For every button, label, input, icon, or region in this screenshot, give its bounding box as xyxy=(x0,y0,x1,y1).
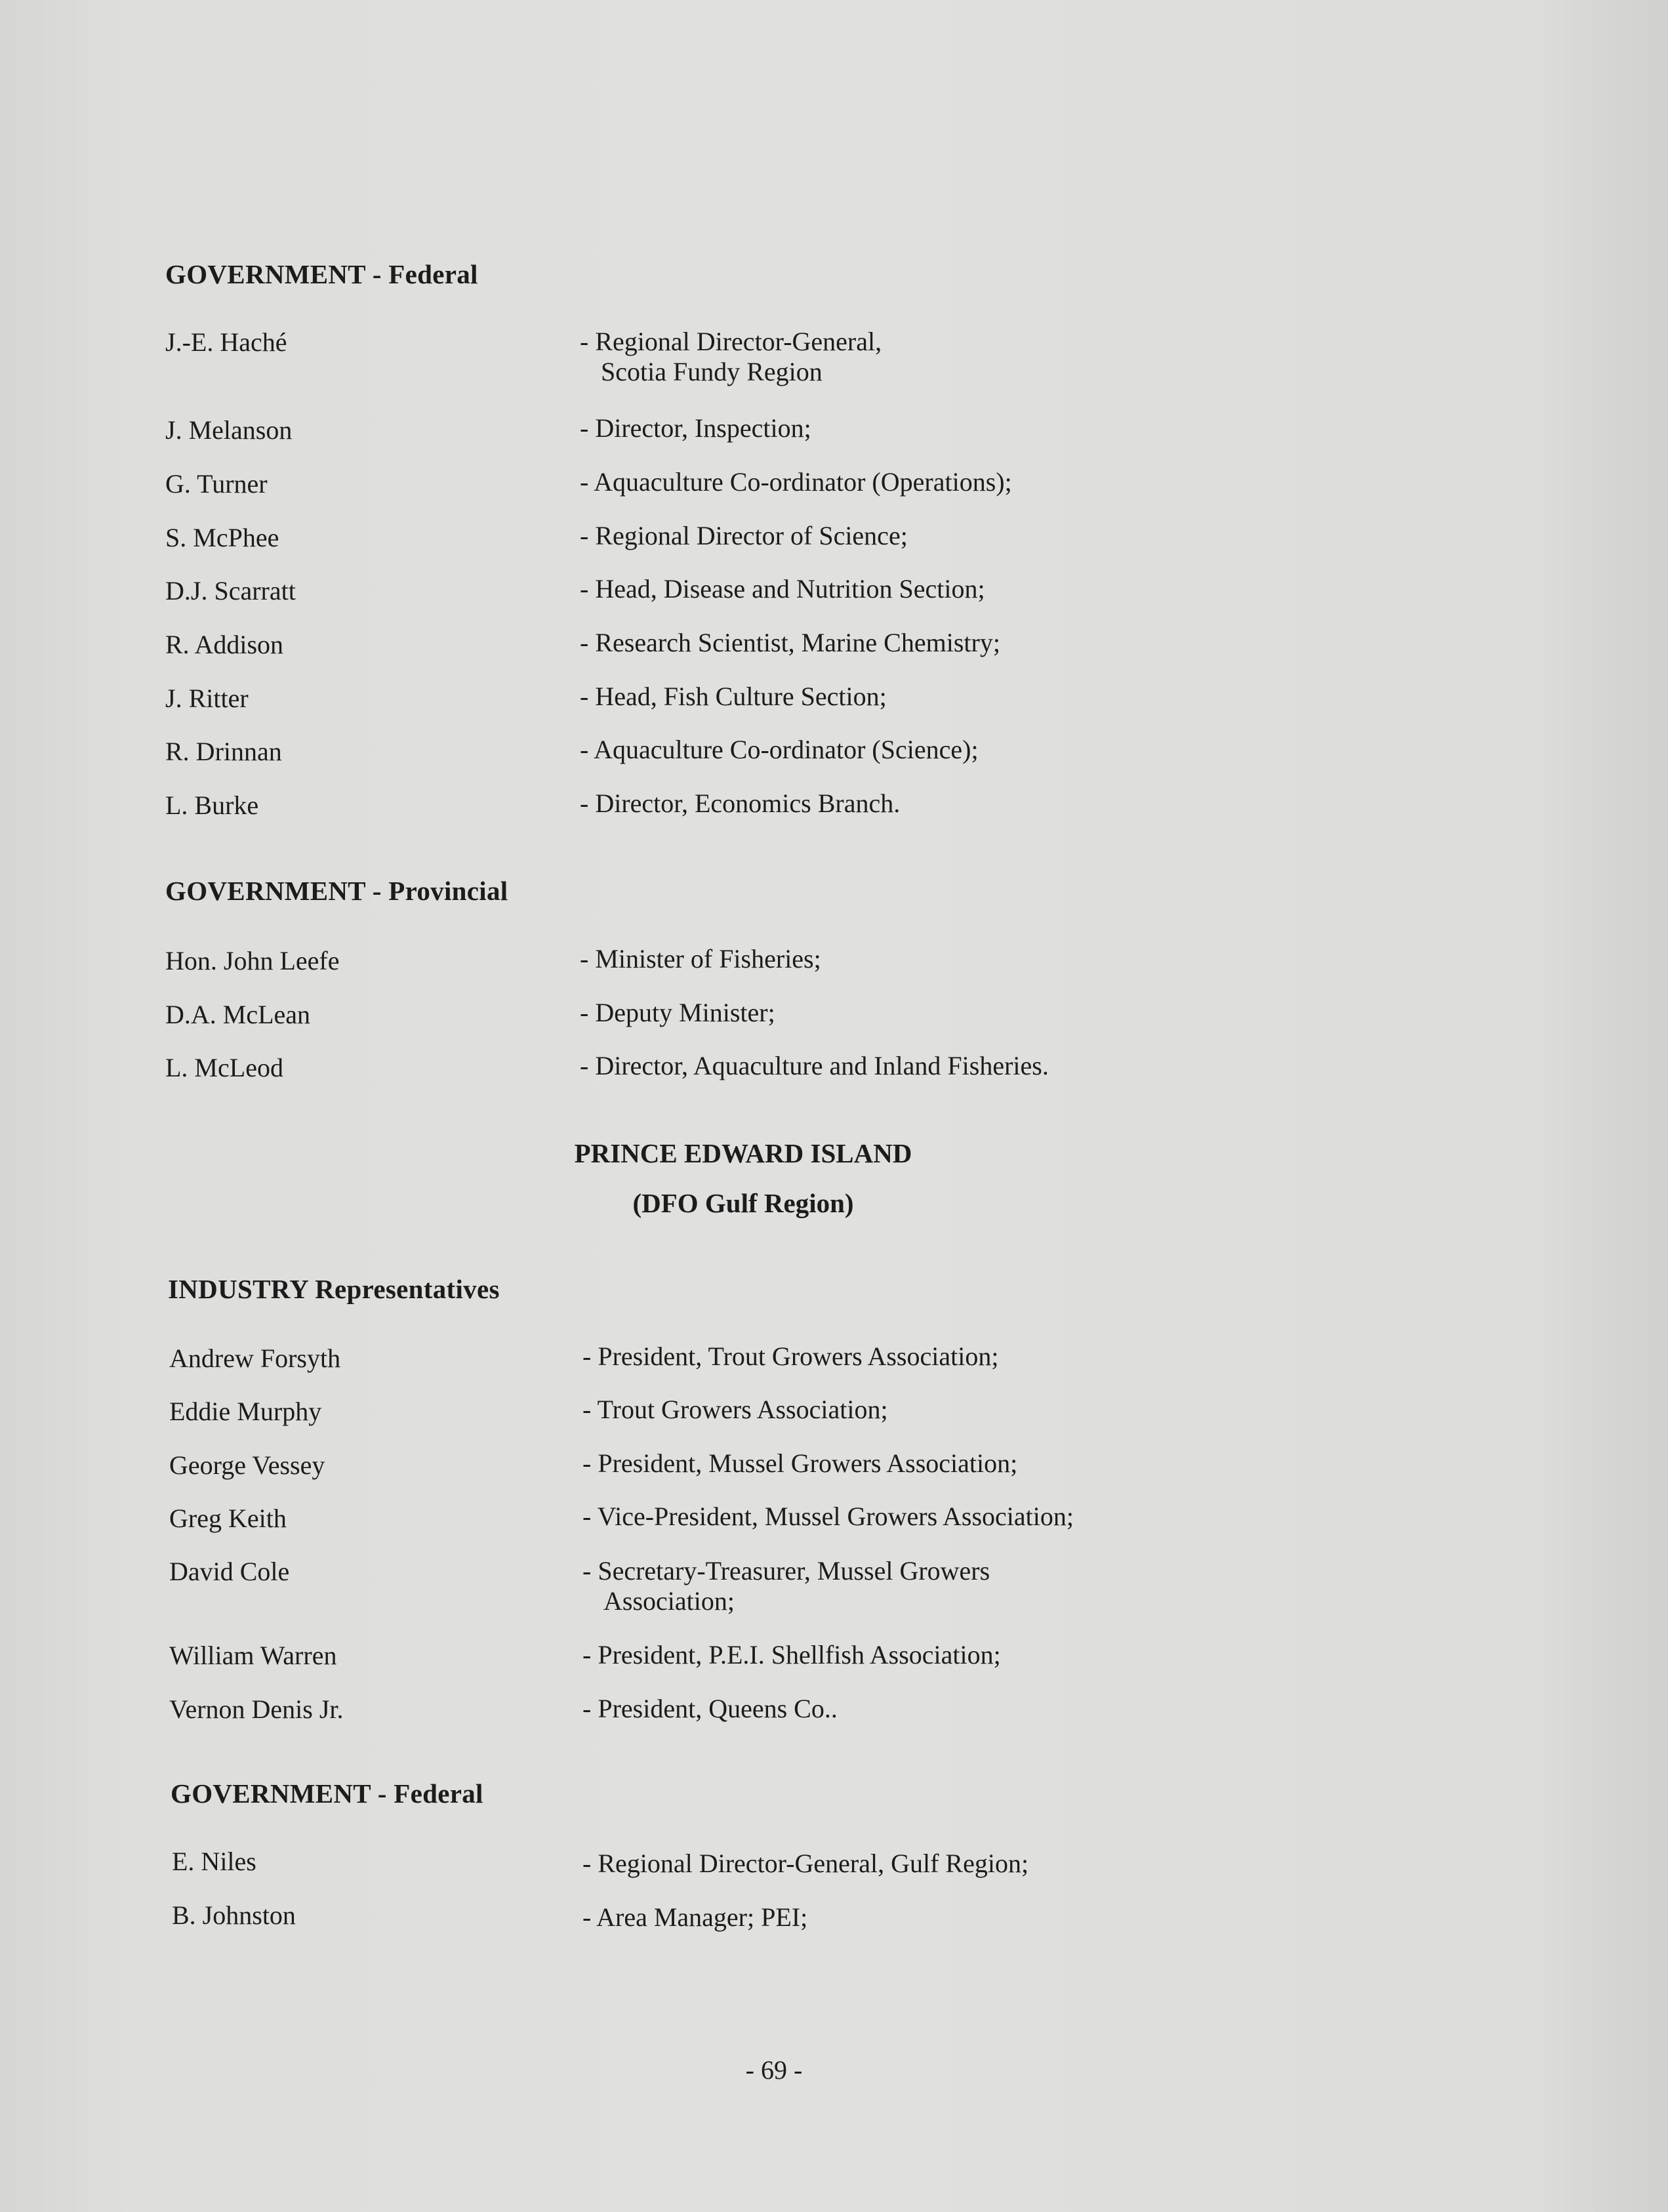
person-role: - Trout Growers Association; xyxy=(582,1395,888,1424)
person-role: - Aquaculture Co-ordinator (Science); xyxy=(580,735,979,764)
person-name: Greg Keith xyxy=(169,1504,287,1533)
person-role: - Area Manager; PEI; xyxy=(582,1902,808,1932)
section-heading-industry-representatives: INDUSTRY Representatives xyxy=(168,1274,500,1304)
person-name: L. McLeod xyxy=(165,1053,283,1082)
person-role: - Vice-President, Mussel Growers Association; xyxy=(582,1502,1074,1531)
person-role xyxy=(580,327,882,387)
person-name: S. McPhee xyxy=(165,523,279,552)
person-role: - Director, Aquaculture and Inland Fisheries. xyxy=(580,1051,1049,1080)
region-title: PRINCE EDWARD ISLAND xyxy=(574,1138,912,1168)
region-subtitle: (DFO Gulf Region) xyxy=(632,1188,854,1218)
person-role: - Head, Fish Culture Section; xyxy=(580,682,887,711)
person-role: - Head, Disease and Nutrition Section; xyxy=(580,574,985,604)
person-role: - Regional Director-General, Gulf Region; xyxy=(582,1849,1029,1878)
person-name: J. Melanson xyxy=(165,415,293,445)
person-role: - President, Queens Co.. xyxy=(582,1694,838,1723)
role-line-1: - Secretary-Treasurer, Mussel Growers xyxy=(582,1556,990,1586)
person-name: L. Burke xyxy=(165,790,259,820)
page-number: - 69 - xyxy=(745,2055,803,2085)
person-name: E. Niles xyxy=(172,1847,256,1876)
person-name: D.A. McLean xyxy=(165,1000,311,1029)
person-role: - President, Trout Growers Association; xyxy=(582,1342,999,1371)
person-role: - Director, Inspection; xyxy=(580,413,811,443)
section-heading-government-federal: GOVERNMENT - Federal xyxy=(171,1778,483,1809)
person-name: B. Johnston xyxy=(172,1900,296,1930)
role-line-2: Association; xyxy=(603,1586,735,1616)
person-name: R. Addison xyxy=(165,630,284,659)
person-name: Vernon Denis Jr. xyxy=(169,1694,344,1724)
role-line-1: - Regional Director-General, xyxy=(580,327,882,356)
person-role xyxy=(582,1556,990,1616)
person-role: - Research Scientist, Marine Chemistry; xyxy=(580,628,1000,657)
person-name: George Vessey xyxy=(169,1450,325,1480)
person-name: G. Turner xyxy=(165,469,268,499)
person-role: - Director, Economics Branch. xyxy=(580,789,901,818)
person-name: R. Drinnan xyxy=(165,737,282,766)
person-name: J.-E. Haché xyxy=(165,327,287,357)
person-name: Eddie Murphy xyxy=(169,1397,322,1426)
person-name: Hon. John Leefe xyxy=(165,946,340,975)
person-role: - Aquaculture Co-ordinator (Operations); xyxy=(580,467,1012,497)
role-line-2: Scotia Fundy Region xyxy=(601,357,823,386)
person-role: - Regional Director of Science; xyxy=(580,521,908,550)
person-name: William Warren xyxy=(169,1641,337,1670)
person-name: Andrew Forsyth xyxy=(169,1343,341,1373)
person-role: - President, Mussel Growers Association; xyxy=(582,1448,1018,1478)
person-name: D.J. Scarratt xyxy=(165,576,296,605)
section-heading-government-provincial: GOVERNMENT - Provincial xyxy=(165,876,508,906)
person-name: David Cole xyxy=(169,1557,290,1586)
section-heading-government-federal: GOVERNMENT - Federal xyxy=(165,259,478,289)
person-role: - President, P.E.I. Shellfish Association; xyxy=(582,1640,1001,1669)
person-name: J. Ritter xyxy=(165,684,249,713)
person-role: - Deputy Minister; xyxy=(580,998,775,1027)
person-role: - Minister of Fisheries; xyxy=(580,944,821,973)
